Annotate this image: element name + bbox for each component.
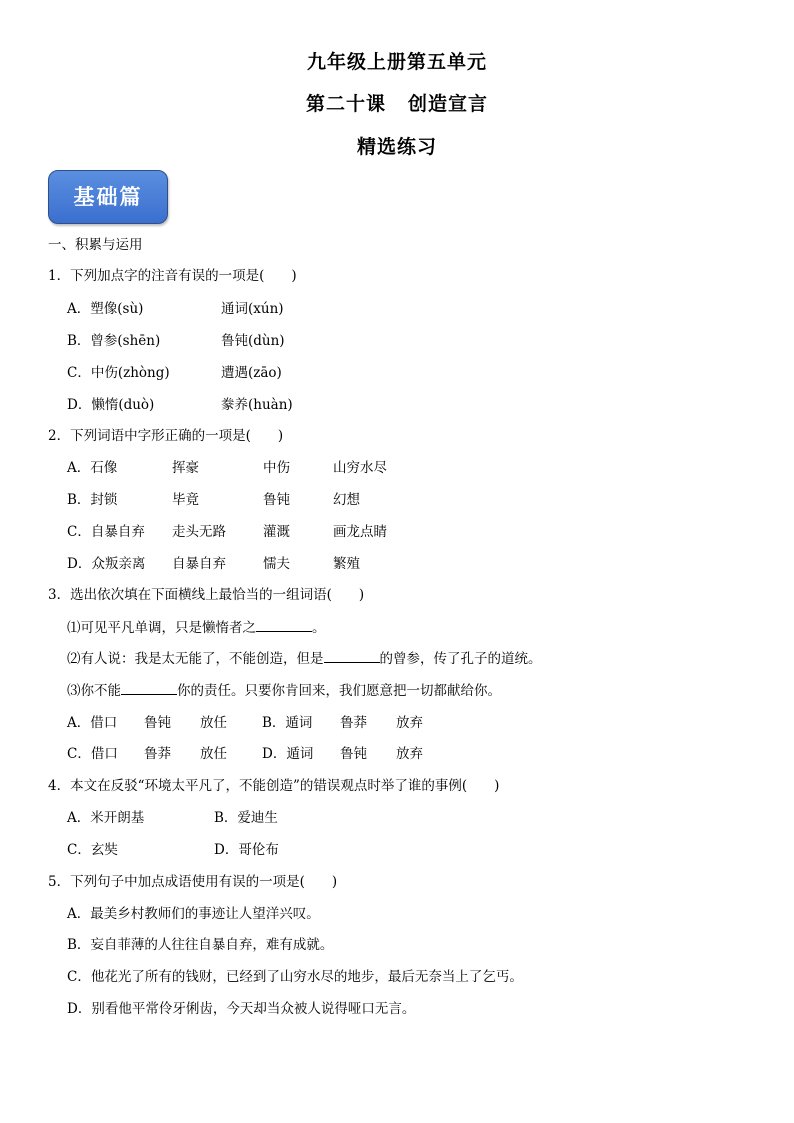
q5-option-a: A．最美乡村教师们的事迹让人望洋兴叹。 — [67, 906, 320, 922]
q3-sentence-1: ⑴可见平凡单调，只是懒惰者之 。 — [67, 620, 326, 636]
question-1-stem: 1．下列加点字的注音有误的一项是( ) — [48, 268, 297, 284]
q5-option-c: C．他花光了所有的钱财，已经到了山穷水尽的地步，最后无奈当上了乞丐。 — [67, 969, 523, 985]
q3-blank-3 — [121, 682, 177, 695]
q3-blank-2 — [324, 650, 380, 663]
q3-blank-1 — [256, 619, 312, 632]
question-4-stem: 4．本文在反驳“环境太平凡了，不能创造”的错误观点时举了谁的事例( ) — [48, 778, 500, 794]
section-badge: 基础篇 — [48, 170, 168, 224]
exercise-title: 精选练习 — [356, 136, 437, 158]
question-2-stem: 2．下列词语中字形正确的一项是( ) — [48, 428, 284, 444]
question-5-stem: 5．下列句子中加点成语使用有误的一项是( ) — [48, 874, 338, 890]
q3-sentence-2: ⑵有人说：我是太无能了，不能创造，但是 的曾参，传了孔子的道统。 — [67, 651, 542, 667]
q3-sentence-3: ⑶你不能 你的责任。只要你肯回来，我们愿意把一切都献给你。 — [67, 683, 501, 699]
question-3-stem: 3．选出依次填在下面横线上最恰当的一组词语( ) — [48, 587, 365, 603]
page-title: 九年级上册第五单元 — [306, 51, 487, 73]
q5-option-d: D．别看他平常伶牙俐齿，今天却当众被人说得哑口无言。 — [67, 1001, 416, 1017]
q5-option-b: B．妄自菲薄的人往往自暴自弃，难有成就。 — [67, 937, 334, 953]
section-heading: 一、积累与运用 — [48, 237, 143, 253]
lesson-title: 第二十课 创造宣言 — [305, 93, 489, 115]
